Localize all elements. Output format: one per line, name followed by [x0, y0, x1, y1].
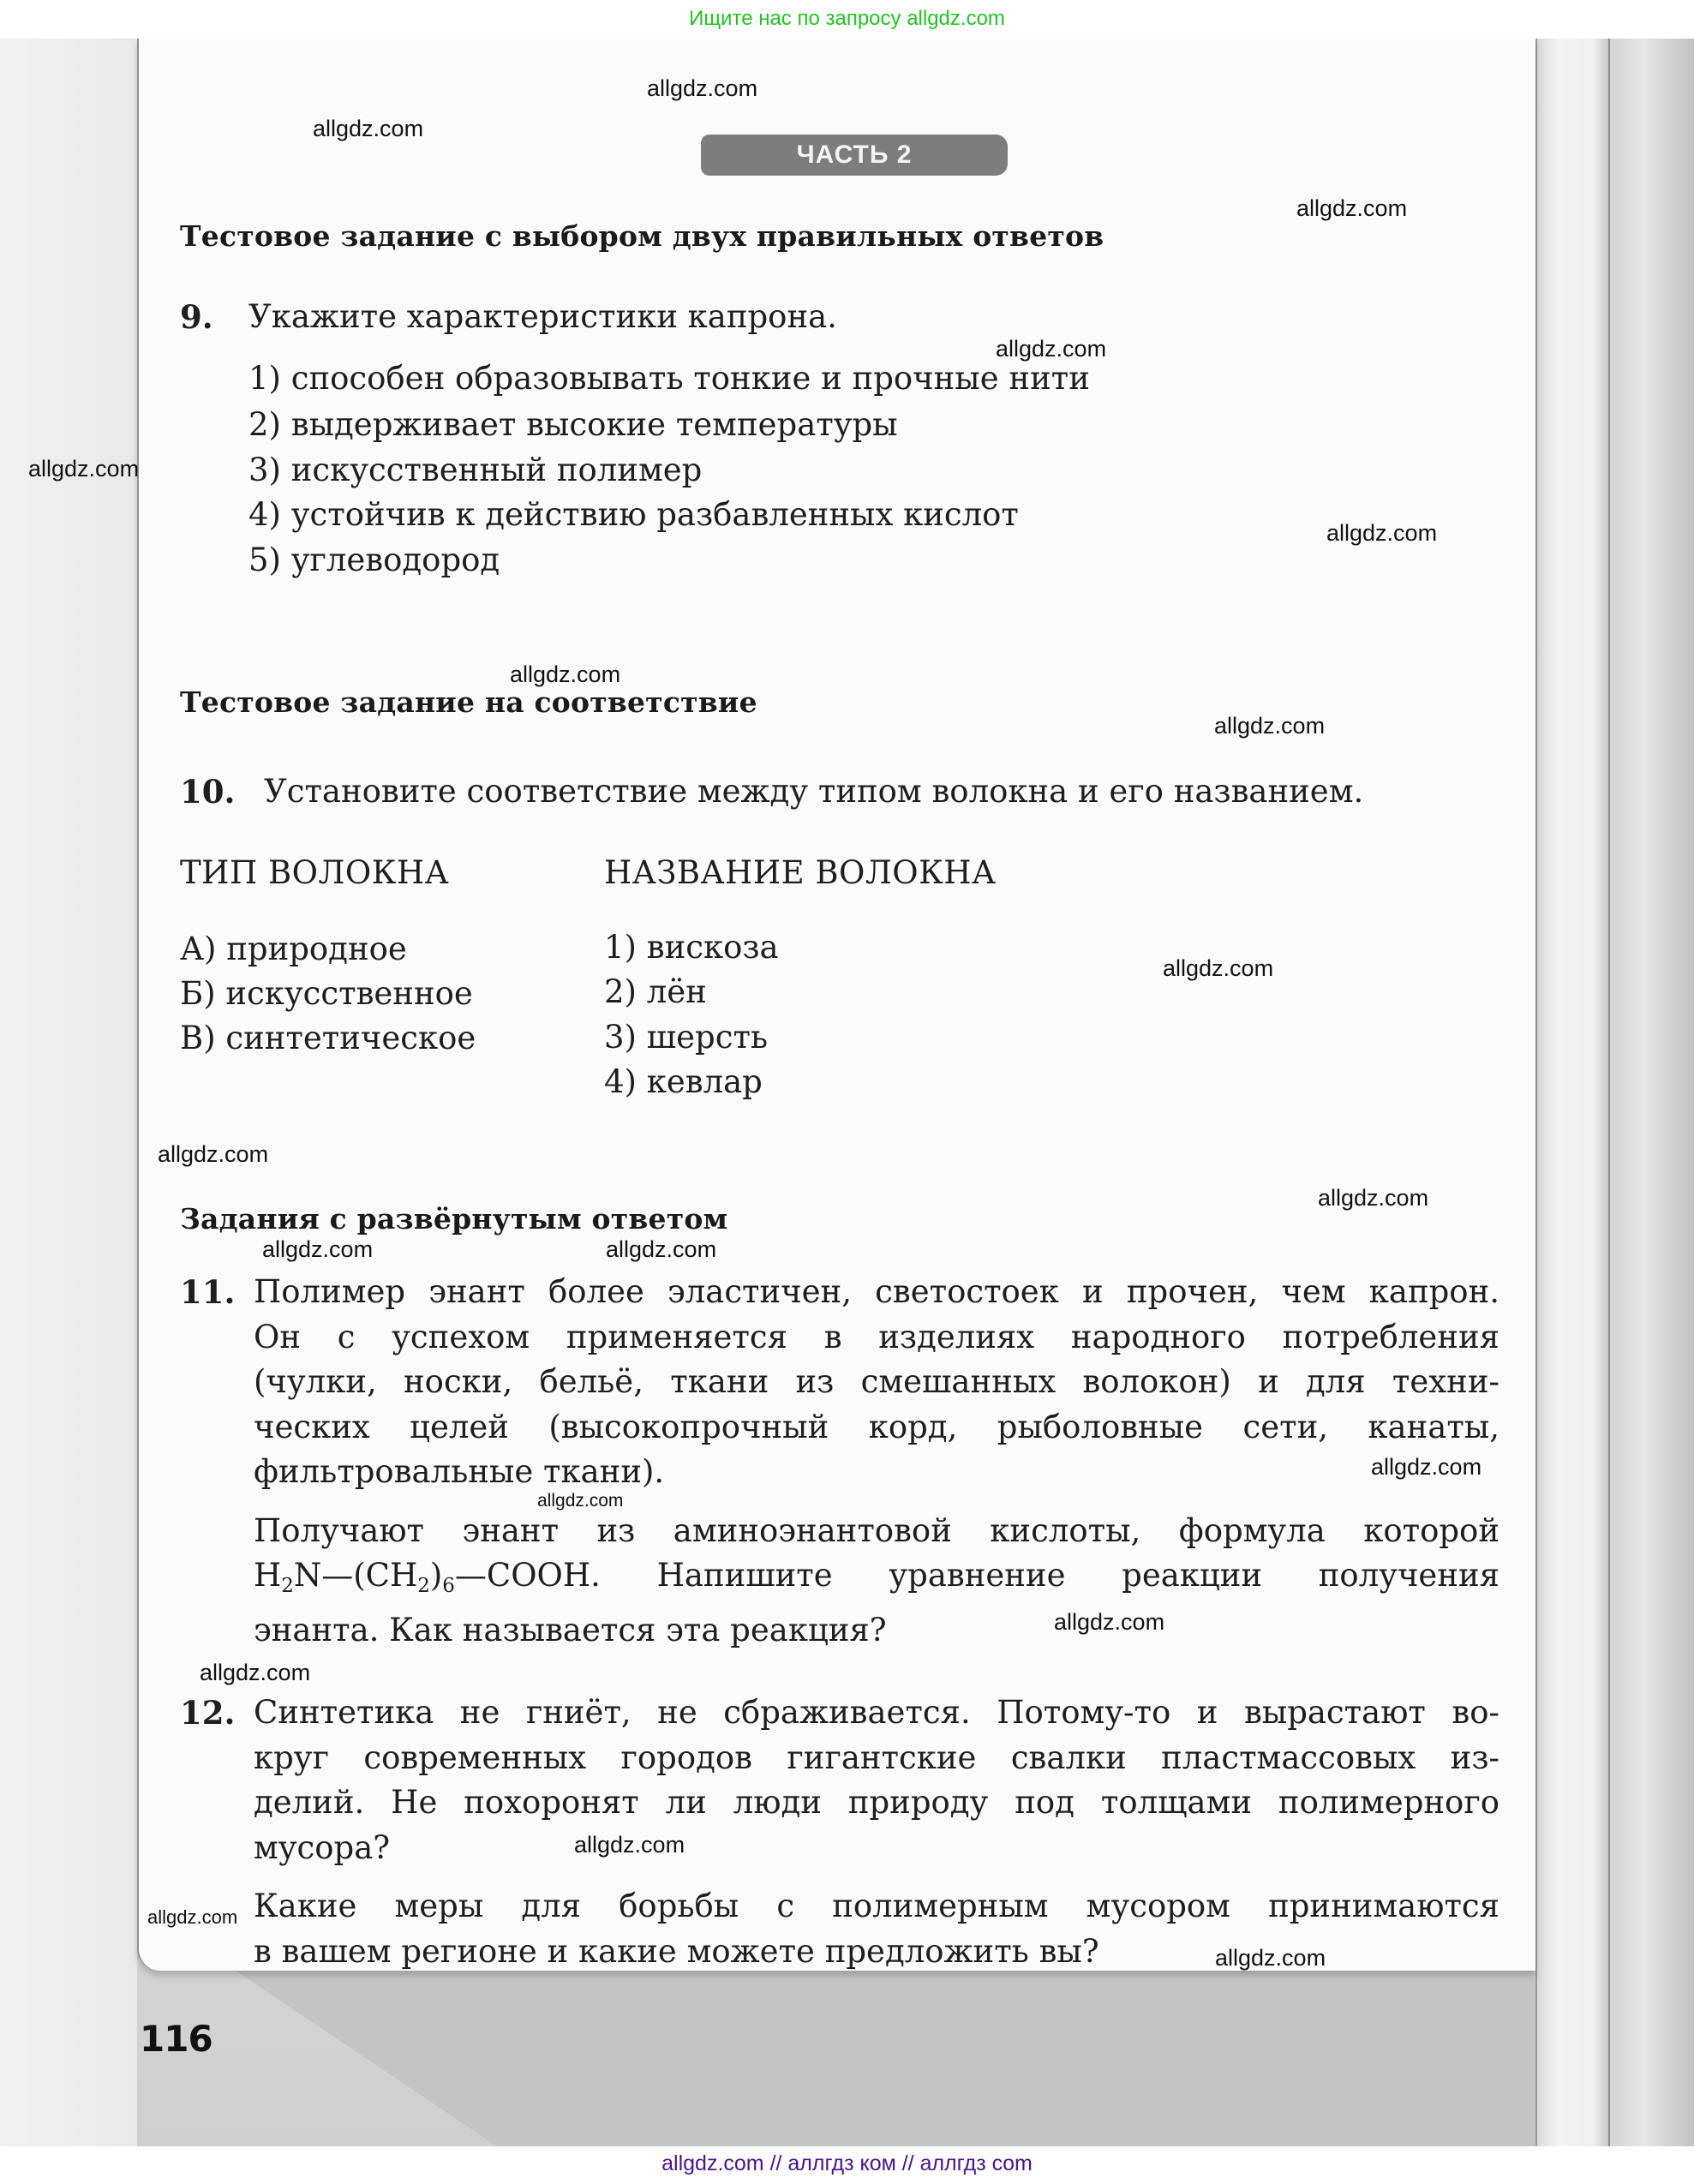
q12-line-4: мусора? [254, 1828, 391, 1866]
watermark: allgdz.com [1296, 195, 1408, 221]
top-search-banner[interactable]: Ищите нас по запросу allgdz.com [0, 0, 1694, 39]
watermark: allgdz.com [1371, 1454, 1482, 1480]
q12-para2-line-2: в вашем регионе и какие можете предложить вы? [254, 1932, 1099, 1970]
q9-option-5: 5) углеводород [248, 542, 500, 578]
watermark: allgdz.com [28, 456, 140, 482]
watermark: allgdz.com [313, 116, 424, 141]
watermark: allgdz.com [510, 661, 621, 687]
fiber-name-1: 1) вискоза [604, 929, 779, 966]
question-number: 9. [180, 298, 213, 336]
watermark: allgdz.com [1163, 955, 1274, 981]
fiber-name-2: 2) лён [604, 973, 707, 1010]
fiber-type-b: Б) искусственное [180, 975, 473, 1012]
q12-line-2: круг современных городов гигантские свалки пластмассовых из- [254, 1738, 1499, 1776]
question-text: Установите соответствие между типом волокна и его названием. [264, 773, 1364, 810]
watermark: allgdz.com [606, 1236, 717, 1262]
section-heading-extended-answer: Задания с развёрнутым ответом [180, 1202, 728, 1236]
page-number: 116 [140, 2018, 212, 2060]
q9-option-1: 1) способен образовывать тонкие и прочные нити [248, 360, 1090, 397]
watermark: allgdz.com [647, 75, 758, 101]
question-number: 12. [180, 1694, 236, 1732]
book-spine [1535, 39, 1608, 2146]
watermark: allgdz.com [574, 1832, 685, 1858]
q11-line-1: Полимер энант более эластичен, светостоек и прочен, чем капрон. [254, 1273, 1499, 1310]
fiber-type-c: В) синтетическое [180, 1020, 476, 1056]
section-heading-matching: Тестовое задание на соответствие [180, 685, 757, 719]
q12-line-3: делий. Не похоронят ли люди природу под толщами полимерного [254, 1784, 1499, 1821]
question-number: 11. [180, 1273, 236, 1311]
q12-para2-line-1: Какие меры для борьбы с полимерным мусором принимаются [254, 1888, 1499, 1924]
part-badge: ЧАСТЬ 2 [701, 135, 1008, 176]
next-page-edge [1608, 39, 1694, 2146]
q9-option-2: 2) выдерживает высокие температуры [248, 406, 898, 443]
q9-option-4: 4) устойчив к действию разбавленных кислот [248, 496, 1019, 533]
q11-para2-line-2: $H_2N—(CH_2)_6—COOH$. Напишите уравнение реакции получения [254, 1557, 1499, 1597]
watermark: allgdz.com [537, 1491, 624, 1511]
column-header-fiber-type: ТИП ВОЛОКНА [180, 854, 450, 891]
column-header-fiber-name: НАЗВАНИЕ ВОЛОКНА [604, 854, 997, 891]
fiber-name-4: 4) кевлар [604, 1063, 763, 1100]
watermark: allgdz.com [996, 336, 1107, 362]
watermark: allgdz.com [1326, 520, 1438, 546]
watermark: allgdz.com [1214, 713, 1326, 739]
question-number: 10. [180, 773, 236, 811]
previous-page-edge [0, 39, 140, 2146]
q11-para2-line-1: Получают энант из аминоэнантовой кислоты, формула которой [254, 1511, 1499, 1549]
watermark: allgdz.com [262, 1236, 374, 1262]
watermark: allgdz.com [1318, 1185, 1429, 1211]
q11-line-4: ческих целей (высокопрочный корд, рыболовные сети, канаты, [254, 1408, 1499, 1445]
fiber-type-a: А) природное [180, 930, 407, 967]
bottom-site-banner[interactable]: allgdz.com // аллгдз ком // аллгдз com [0, 2146, 1694, 2184]
q11-line-2: Он с успехом применяется в изделиях народного потребления [254, 1318, 1499, 1355]
q9-option-3: 3) искусственный полимер [248, 452, 703, 488]
chemical-formula: $H_2N—(CH_2)_6—COOH$. [254, 1557, 601, 1597]
watermark: allgdz.com [147, 1906, 238, 1928]
q11-para2-line-3: энанта. Как называется эта реакция? [254, 1612, 887, 1649]
watermark: allgdz.com [1054, 1609, 1165, 1635]
q11-line-3: (чулки, носки, бельё, ткани из смешанных волокон) и для техни- [254, 1363, 1499, 1400]
question-text: Укажите характеристики капрона. [248, 298, 837, 335]
watermark: allgdz.com [1215, 1945, 1326, 1971]
watermark: allgdz.com [158, 1141, 269, 1167]
watermark: allgdz.com [200, 1660, 311, 1685]
fiber-name-3: 3) шерсть [604, 1019, 769, 1056]
q12-line-1: Синтетика не гниёт, не сбраживается. Потому-то и вырастают во- [254, 1694, 1499, 1731]
q11-line-5: фильтровальные ткани). [254, 1453, 665, 1490]
section-heading-two-answers: Тестовое задание с выбором двух правильных ответов [180, 219, 1104, 253]
